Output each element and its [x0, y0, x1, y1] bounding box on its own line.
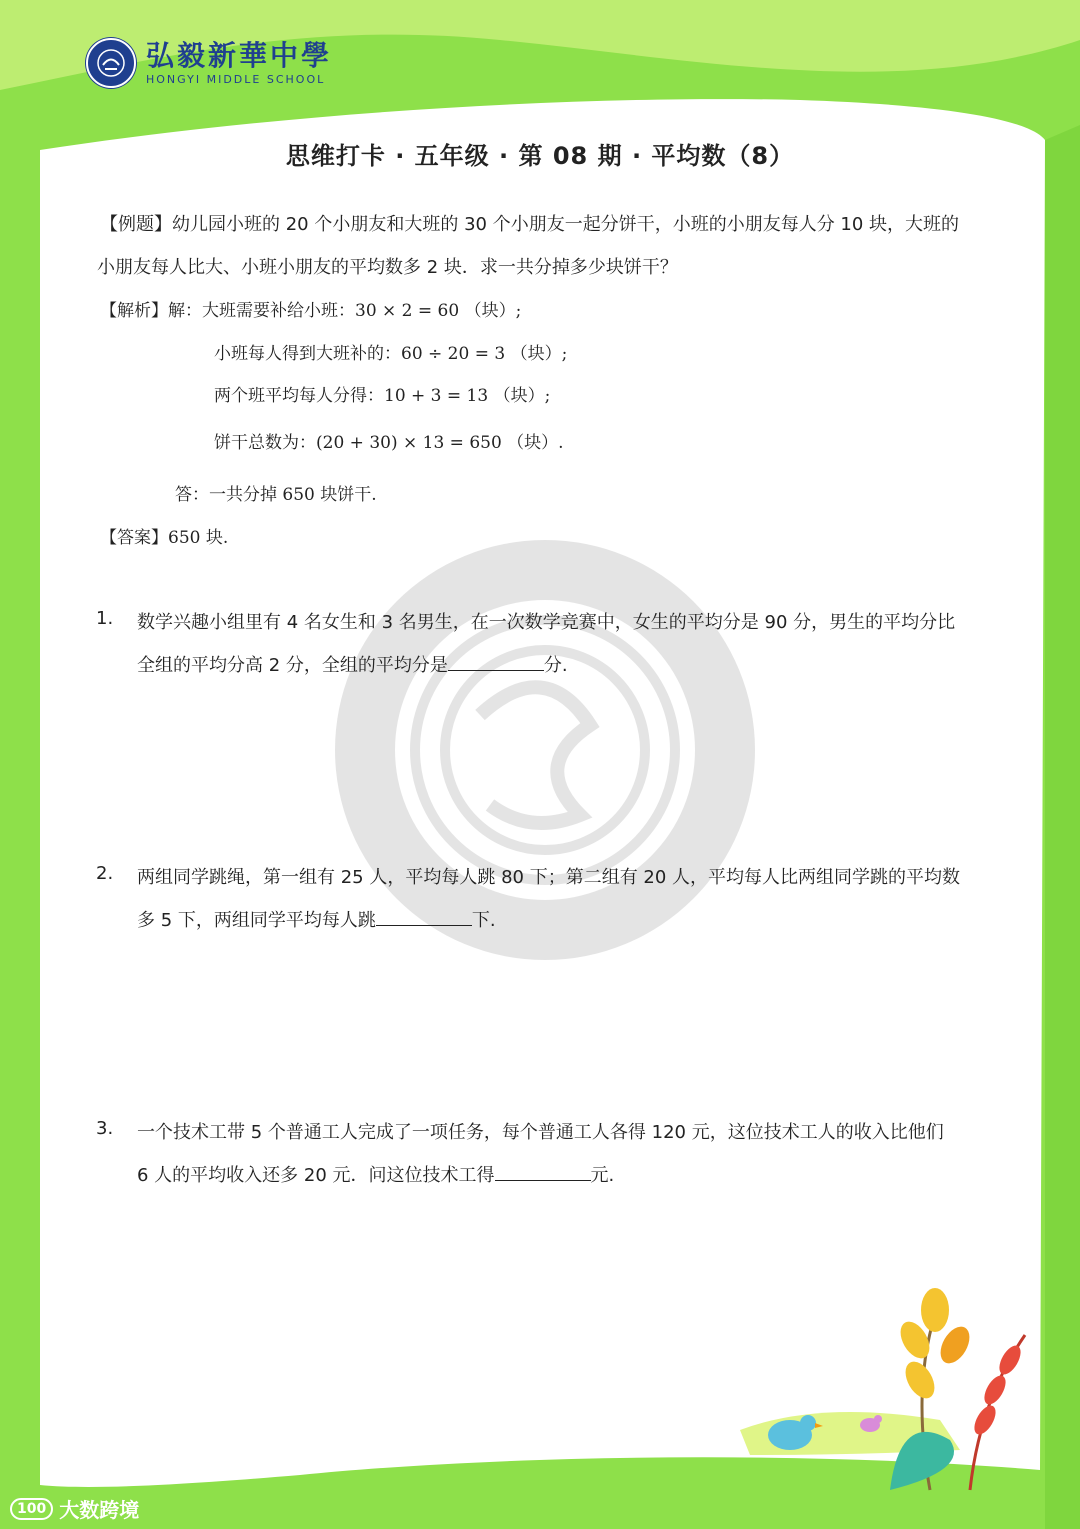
- question-3-text: 6 人的平均收入还多 20 元．问这位技术工得: [137, 1165, 495, 1186]
- analysis-line-2: 小班每人得到大班补的：60 ÷ 20 = 3 （块）;: [214, 344, 568, 364]
- question-3-unit: 元.: [590, 1165, 615, 1186]
- example-line-1: 【例题】幼儿园小班的 20 个小朋友和大班的 30 个小朋友一起分饼干，小班的小朋友每人分 10 块，大班的: [100, 214, 960, 235]
- footer-watermark: [10, 1494, 139, 1523]
- analysis-answer-line: 答：一共分掉 650 块饼干.: [175, 485, 377, 505]
- example-line-2: 小朋友每人比大、小班小朋友的平均数多 2 块．求一共分掉多少块饼干？: [97, 257, 678, 278]
- analysis-line-4: 饼干总数为：(20 + 30) × 13 = 650 （块）.: [214, 433, 564, 453]
- question-3-line-2: [137, 1161, 614, 1187]
- question-2-answer-blank[interactable]: [376, 907, 472, 926]
- footer-brand: 大数跨境: [59, 1498, 140, 1522]
- footer-badge: 100: [10, 1498, 53, 1520]
- question-1-text: 全组的平均分高 2 分，全组的平均分是: [137, 655, 448, 676]
- plants-birds-decoration-icon: [740, 1280, 1040, 1500]
- school-emblem-icon: [86, 38, 136, 88]
- school-name-cn: 弘毅新華中學: [146, 38, 333, 72]
- question-3-answer-blank[interactable]: [495, 1162, 591, 1181]
- question-2-number: 2.: [96, 863, 114, 884]
- watermark-seal-icon: [330, 535, 760, 965]
- question-2-unit: 下.: [471, 910, 496, 931]
- page-title: 思维打卡 · 五年级 · 第 08 期 · 平均数（8）: [285, 142, 795, 170]
- analysis-line-1: 【解析】解：大班需要补给小班：30 × 2 = 60 （块）;: [100, 301, 522, 321]
- question-2-line-2: [137, 906, 496, 932]
- question-1-line-2: [137, 651, 568, 677]
- question-1-answer-blank[interactable]: [448, 652, 544, 671]
- question-2-text: 多 5 下，两组同学平均每人跳: [137, 910, 376, 931]
- school-logo: [86, 38, 332, 88]
- question-1-unit: 分.: [543, 655, 568, 676]
- question-2-line-1: 两组同学跳绳，第一组有 25 人，平均每人跳 80 下；第二组有 20 人，平均每人比两组同学跳的平均数: [137, 867, 961, 888]
- answer-line: 【答案】650 块.: [100, 528, 229, 548]
- question-1-number: 1.: [96, 608, 114, 629]
- question-3-line-1: 一个技术工带 5 个普通工人完成了一项任务，每个普通工人各得 120 元，这位技术工人的收入比他们: [137, 1122, 944, 1143]
- question-3-number: 3.: [96, 1118, 114, 1139]
- school-name-en: HONGYI MIDDLE SCHOOL: [146, 72, 326, 86]
- question-1-line-1: 数学兴趣小组里有 4 名女生和 3 名男生，在一次数学竞赛中，女生的平均分是 90 分，男生的平均分比: [137, 612, 956, 633]
- analysis-line-3: 两个班平均每人分得：10 + 3 = 13 （块）;: [214, 386, 551, 406]
